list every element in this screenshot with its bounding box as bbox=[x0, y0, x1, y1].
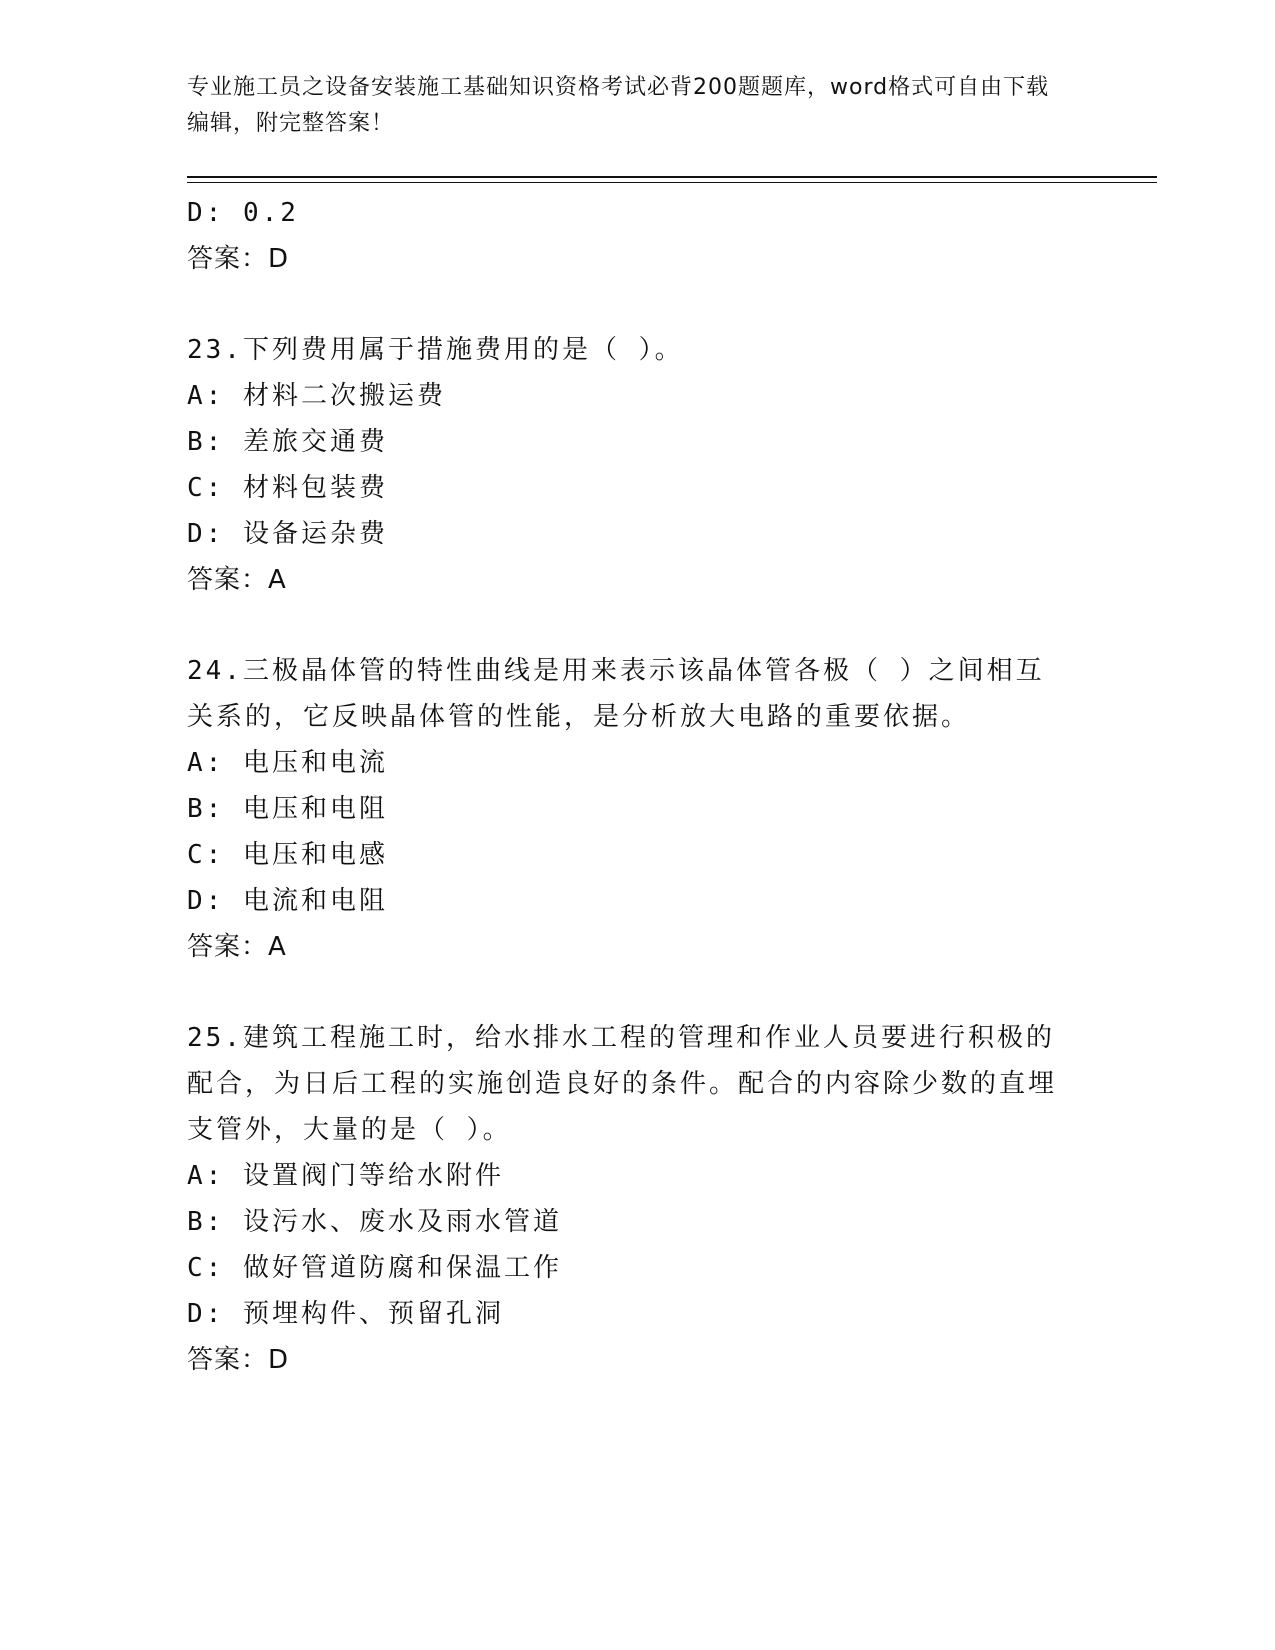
question-25-option-b: B: 设污水、废水及雨水管道 bbox=[187, 1207, 562, 1237]
spacer bbox=[187, 282, 1087, 327]
question-25-answer: 答案：D bbox=[187, 1345, 290, 1375]
spacer bbox=[187, 603, 1087, 648]
question-24-answer: 答案：A bbox=[187, 932, 287, 962]
question-24-text: 24.三极晶体管的特性曲线是用来表示该晶体管各极（ ）之间相互关系的，它反映晶体管的性能，是分析放大电路的重要依据。 bbox=[187, 656, 1045, 732]
question-25-option-d: D: 预埋构件、预留孔洞 bbox=[187, 1299, 504, 1329]
option-d: D: 0.2 bbox=[187, 198, 299, 228]
question-25-option-c: C: 做好管道防腐和保温工作 bbox=[187, 1253, 562, 1283]
document-content bbox=[187, 190, 1087, 1383]
question-25-text: 25.建筑工程施工时，给水排水工程的管理和作业人员要进行积极的配合，为日后工程的实施创造良好的条件。配合的内容除少数的直埋支管外，大量的是（ ）。 bbox=[187, 1023, 1058, 1145]
question-24-option-b: B: 电压和电阻 bbox=[187, 794, 388, 824]
question-24-option-a: A: 电压和电流 bbox=[187, 748, 388, 778]
question-24-option-d: D: 电流和电阻 bbox=[187, 886, 388, 916]
header-divider-thick bbox=[187, 176, 1157, 178]
document-page bbox=[187, 0, 1157, 1650]
question-23-option-d: D: 设备运杂费 bbox=[187, 519, 388, 549]
question-23-option-a: A: 材料二次搬运费 bbox=[187, 381, 446, 411]
question-23-text: 23.下列费用属于措施费用的是（ ）。 bbox=[187, 335, 684, 365]
header-divider-thin bbox=[187, 182, 1157, 183]
question-23-option-c: C: 材料包装费 bbox=[187, 473, 388, 503]
spacer bbox=[187, 970, 1087, 1015]
question-23-answer: 答案：A bbox=[187, 565, 287, 595]
question-23-option-b: B: 差旅交通费 bbox=[187, 427, 388, 457]
answer: 答案：D bbox=[187, 244, 290, 274]
document-header: 专业施工员之设备安装施工基础知识资格考试必背200题题库，word格式可自由下载编辑，附完整答案！ bbox=[187, 75, 1050, 136]
question-25-option-a: A: 设置阀门等给水附件 bbox=[187, 1161, 504, 1191]
question-24-option-c: C: 电压和电感 bbox=[187, 840, 388, 870]
